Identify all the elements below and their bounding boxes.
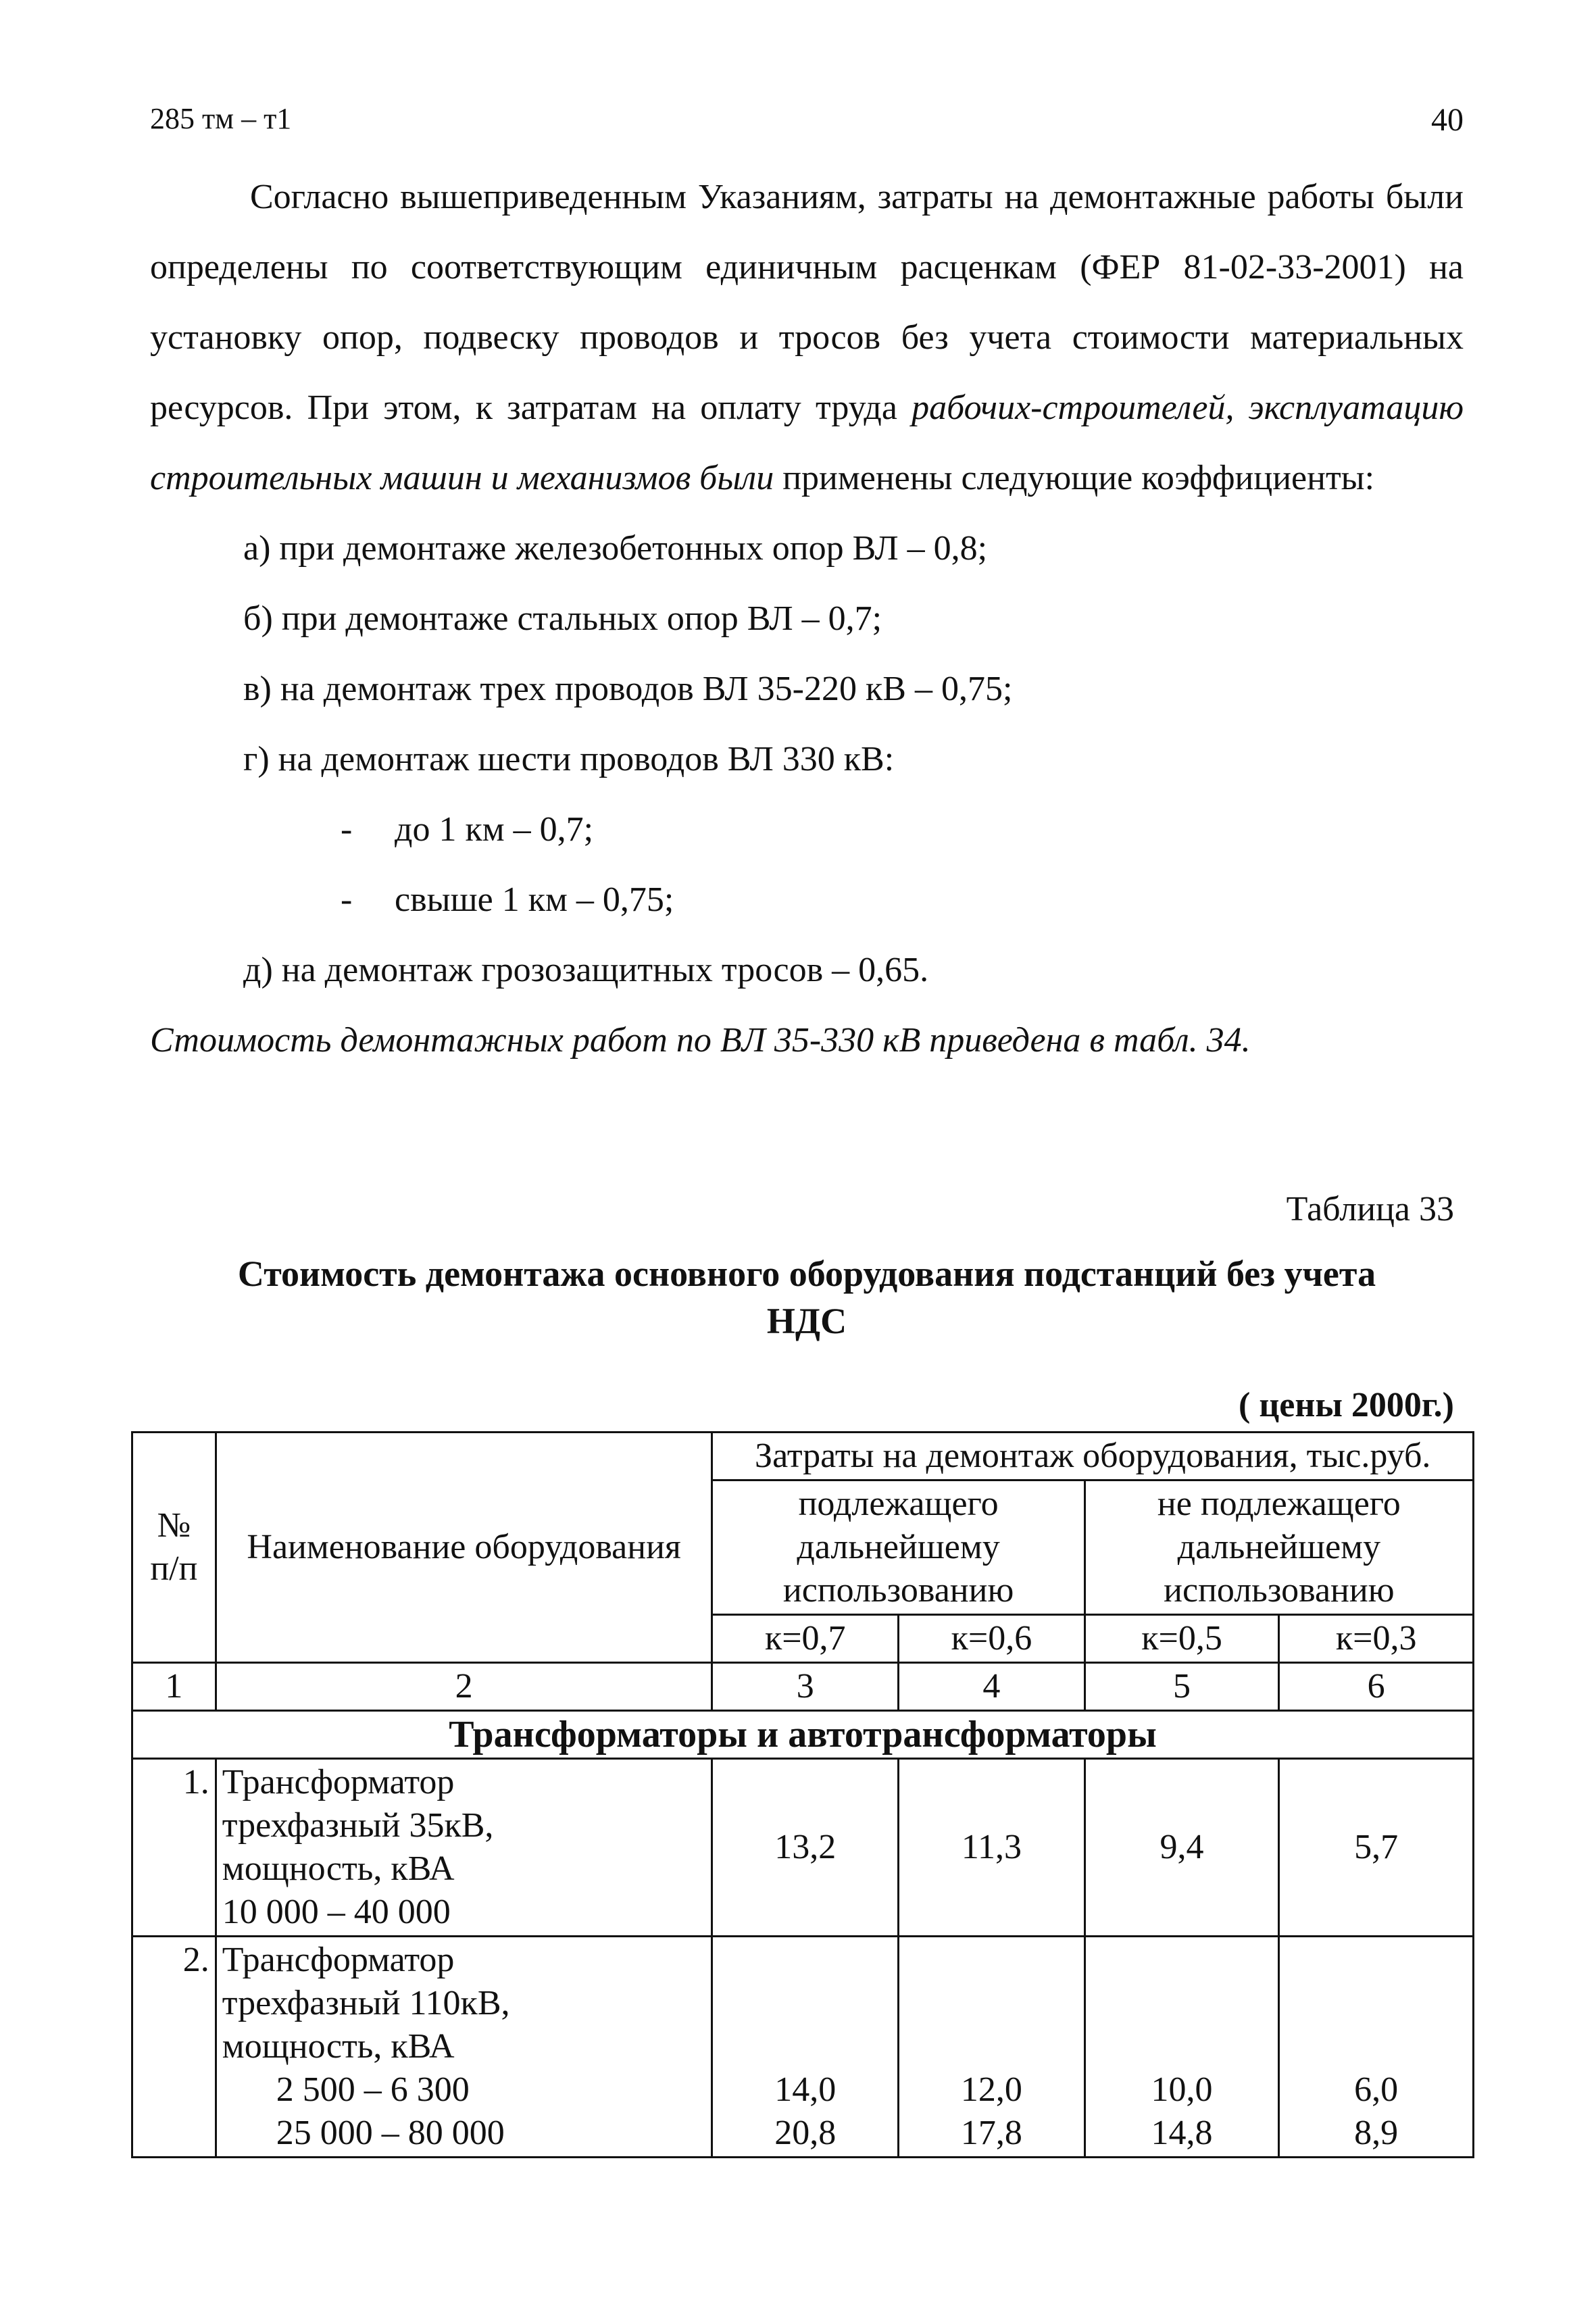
value: 6,0 [1354, 2070, 1399, 2109]
page-number: 40 [1431, 102, 1464, 138]
value: 10,0 [1151, 2070, 1213, 2109]
row-number: 1. [132, 1759, 216, 1937]
intro-end-text: применены следующие коэффициенты: [782, 459, 1375, 497]
value: 8,9 [1354, 2114, 1399, 2152]
sub-item-1-text: до 1 км – 0,7; [395, 810, 594, 849]
column-number-row [132, 1663, 1474, 1711]
dash-marker: - [341, 880, 353, 919]
name-line: Трансформатор [222, 1763, 455, 1801]
table-title-line2: НДС [766, 1301, 847, 1341]
value-cell: 9,4 [1084, 1759, 1279, 1937]
list-item-b: б) при демонтаже стальных опор ВЛ – 0,7; [243, 599, 882, 638]
list-item-a: а) при демонтаже железобетонных опор ВЛ – 0,8; [243, 529, 988, 568]
coefficient-cell: к=0,7 [712, 1615, 899, 1663]
value: 14,8 [1151, 2114, 1213, 2152]
value: 20,8 [774, 2114, 837, 2152]
table-label: Таблица 33 [1286, 1190, 1454, 1228]
value-cell: 13,2 [712, 1759, 899, 1937]
table-row [132, 1937, 1474, 2158]
document-code: 285 тм – т1 [150, 102, 292, 135]
row-number: 2. [132, 1937, 216, 2158]
header-name: Наименование оборудования [216, 1433, 712, 1663]
value: 12,0 [960, 2070, 1022, 2109]
section-row [132, 1711, 1474, 1759]
coefficient-cell: к=0,6 [899, 1615, 1085, 1663]
equipment-name [216, 1759, 712, 1937]
body-text [150, 162, 1464, 1076]
name-line: Трансформатор [222, 1941, 455, 1979]
name-line: трехфазный 35кВ, [222, 1806, 494, 1845]
dash-marker: - [341, 810, 353, 849]
table-reference-note: Стоимость демонтажных работ по ВЛ 35-330 кВ приведена в табл. 34. [150, 1021, 1251, 1060]
header-not-reusable: не подлежащего дальнейшему использованию [1084, 1480, 1473, 1615]
name-line: 10 000 – 40 000 [222, 1893, 451, 1931]
section-title: Трансформаторы и автотрансформаторы [132, 1711, 1474, 1759]
column-number: 5 [1084, 1663, 1279, 1711]
value-cell [1279, 1937, 1474, 2158]
sub-item-2 [150, 865, 1464, 935]
coefficient-cell: к=0,5 [1084, 1615, 1279, 1663]
list-item-c: в) на демонтаж трех проводов ВЛ 35-220 кВ – 0,75; [243, 670, 1013, 708]
column-number: 4 [899, 1663, 1085, 1711]
value-cell [1084, 1937, 1279, 2158]
intro-text: Согласно вышеприведенным Указаниям, затраты на демонтажные работы были определены по соответствующим единичным расценкам (ФЕР 81-02-33-2001) на установку опор, подвеску проводов и тросов без учета стоимости материальных ресурсов. При этом, к затратам на оплату труда [150, 178, 1464, 427]
coefficient-cell: к=0,3 [1279, 1615, 1474, 1663]
value: 17,8 [960, 2114, 1022, 2152]
cost-table [131, 1431, 1474, 2158]
power-range: 2 500 – 6 300 [276, 2070, 470, 2109]
sub-item-2-text: свыше 1 км – 0,75; [395, 880, 674, 919]
table-title-line1: Стоимость демонтажа основного оборудования подстанций без учета [237, 1253, 1376, 1294]
power-range: 25 000 – 80 000 [276, 2114, 505, 2152]
column-number: 1 [132, 1663, 216, 1711]
name-line: трехфазный 110кВ, [222, 1984, 510, 2022]
intro-paragraph [150, 162, 1464, 514]
list-item-d: г) на демонтаж шести проводов ВЛ 330 кВ: [243, 740, 895, 778]
value-cell [899, 1937, 1085, 2158]
intro-italic-text: рабочих-строителей, эксплуатацию строительных машин и механизмов были [150, 389, 1464, 497]
table-row [132, 1759, 1474, 1937]
sub-item-1 [150, 795, 1464, 865]
table-title [150, 1250, 1464, 1345]
header-reusable: подлежащего дальнейшему использованию [712, 1480, 1084, 1615]
value-cell [712, 1937, 899, 2158]
prices-note: ( цены 2000г.) [1239, 1386, 1454, 1424]
value: 14,0 [774, 2070, 837, 2109]
column-number: 3 [712, 1663, 899, 1711]
equipment-name [216, 1937, 712, 2158]
column-number: 6 [1279, 1663, 1474, 1711]
value-cell: 5,7 [1279, 1759, 1474, 1937]
name-line: мощность, кВА [222, 1849, 455, 1888]
header-num: № п/п [132, 1433, 216, 1663]
list-item-e: д) на демонтаж грозозащитных тросов – 0,65. [243, 951, 929, 989]
column-number: 2 [216, 1663, 712, 1711]
header-costs: Затраты на демонтаж оборудования, тыс.руб. [712, 1433, 1474, 1480]
value-cell: 11,3 [899, 1759, 1085, 1937]
header-row [132, 1433, 1474, 1480]
name-line: мощность, кВА [222, 2027, 455, 2066]
